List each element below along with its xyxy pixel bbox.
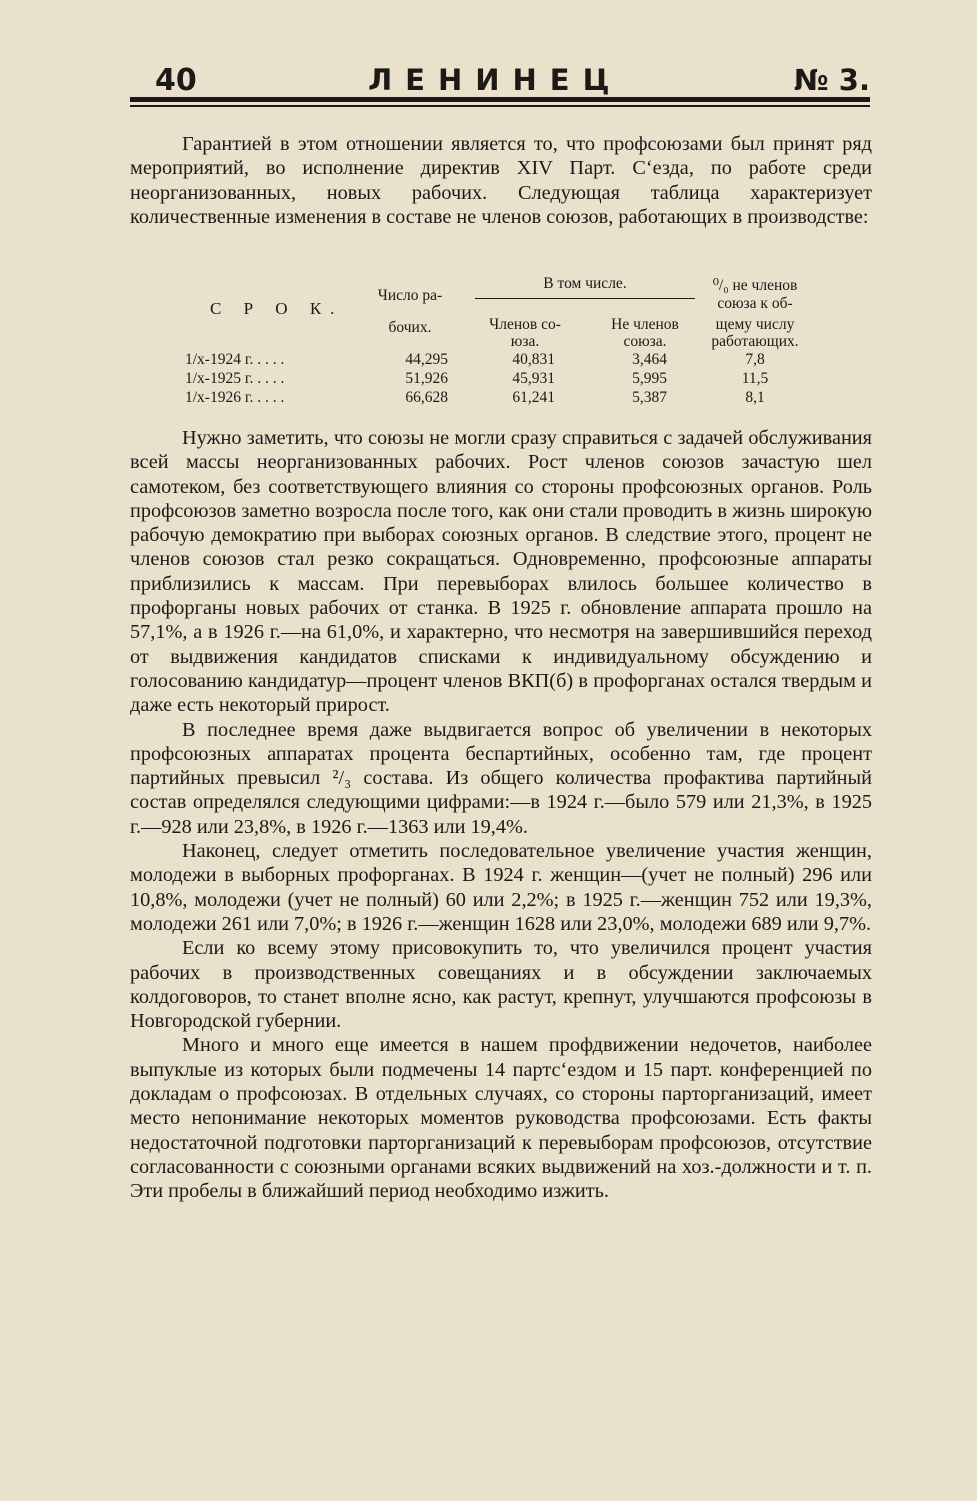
issue-number: № 3.	[793, 63, 870, 97]
table-cell-period: 1/х-1924 г. . . . .	[185, 351, 285, 368]
table-header-including: В том числе.	[543, 275, 627, 292]
table-header-nonmembers-2: союза.	[623, 333, 667, 350]
page-number: 40	[155, 62, 197, 98]
table-header-workers-2: бочих.	[388, 319, 432, 336]
body-paragraph: В последнее время даже выдвигается вопрос об увеличении в некоторых профсоюзных аппаратах процента беспартийных, особенно там, где процент партийных превысил ²/₃ состава. Из общего количества профактива партийный состав определялся следующими цифрами:—в 1924 г.—было 579 или 21,3%, в 1925 г.—928 или 23,8%, в 1926 г.—1363 или 19,4%.	[130, 718, 872, 838]
table-cell-percent: 11,5	[741, 370, 769, 387]
header-rule-thick	[130, 97, 870, 102]
table-cell-workers: 51,926	[405, 370, 448, 387]
table-cell-nonmembers: 3,464	[632, 351, 667, 368]
table-header-workers-1: Число ра-	[377, 287, 443, 304]
table-cell-nonmembers: 5,387	[632, 389, 667, 406]
intro-paragraph: Гарантией в этом отношении является то, что профсоюзами был принят ряд мероприятий, во исполнение директив XIV Парт. С‘езда, по работе среди неорганизованных, новых рабочих. Следующая таблица характеризует количественные изменения в составе не членов союзов, работающих в производстве:	[130, 133, 872, 228]
table-cell-period: 1/х-1926 г. . . . .	[185, 389, 285, 406]
journal-title: ЛЕНИНЕЦ	[368, 63, 623, 97]
article-body	[130, 426, 872, 1204]
table-cell-nonmembers: 5,995	[632, 370, 667, 387]
table-cell-members: 40,831	[512, 351, 555, 368]
table-header-percent-4: работающих.	[711, 333, 799, 350]
table-cell-percent: 8,1	[745, 389, 765, 406]
table-header-period: С Р О К.	[210, 299, 344, 318]
table-header-members-2: юза.	[510, 333, 540, 350]
table-cell-workers: 44,295	[405, 351, 448, 368]
body-paragraph: Если ко всему этому присовокупить то, что увеличился процент участия рабочих в производственных совещаниях и в обсуждении заключаемых колдоговоров, то станет вполне ясно, как растут, крепнут, улучшаются профсоюзы в Новгородской губернии.	[130, 937, 872, 1033]
table-brace-line	[475, 298, 695, 299]
page-header	[155, 58, 870, 102]
body-paragraph: Наконец, следует отметить последовательное увеличение участия женщин, молодежи в выборных профорганах. В 1924 г. женщин—(учет не полный) 296 или 10,8%, молодежи (учет не полный) 60 или 2,2%; в 1925 г.—женщин 752 или 19,3%, молодежи 261 или 7,0%; в 1926 г.—женщин 1628 или 23,0%, молодежи 689 или 9,7%.	[130, 840, 872, 935]
table-cell-period: 1/х-1925 г. . . . .	[185, 370, 285, 387]
table-header-percent-2: союза к об-	[717, 295, 793, 312]
table-header-percent-3: щему числу	[715, 316, 795, 333]
statistics-table	[185, 275, 825, 405]
body-paragraph: Много и много еще имеется в нашем профдвижении недочетов, наиболее выпуклые из которых были подмечены 14 партс‘ездом и 15 парт. конференцией по докладам о профсоюзах. В отдельных случаях, со стороны парторганизаций, имеет место непонимание некоторых моментов руководства профсоюзами. Есть факты недостаточной подготовки парторганизаций к перевыборам профсоюзов, отсутствие согласованности с союзными органами всяких выдвижений на хоз.-должности и т. п. Эти пробелы в ближайший период необходимо изжить.	[130, 1034, 872, 1203]
table-header-nonmembers-1: Не членов	[611, 316, 679, 333]
table-cell-workers: 66,628	[405, 389, 448, 406]
body-paragraph: Нужно заметить, что союзы не могли сразу справиться с задачей обслуживания всей массы неорганизованных рабочих. Рост членов союзов зачастую шел самотеком, без соответствующего влияния со стороны профсоюзных органов. Роль профсоюзов заметно возросла после того, как они стали проводить в жизнь широкую рабочую демократию при выборах союзных органов. В следствие этого, процент не членов союзов стал резко сокращаться. Одновременно, профсоюзные аппараты приблизились к массам. При перевыборах влилось большее количество в профорганы новых рабочих от станка. В 1925 г. обновление аппарата прошло на 57,1%, а в 1926 г.—на 61,0%, и характерно, что несмотря на завершившийся переход от выдвижения кандидатов списками к индивидуальному обсуждению и голосованию кандидатур—процент членов ВКП(б) в профорганах остался твердым и даже есть некоторый прирост.	[130, 427, 872, 717]
intro-text	[130, 132, 872, 229]
table-header-members-1: Членов со-	[489, 316, 561, 333]
table-cell-members: 61,241	[512, 389, 555, 406]
table-cell-members: 45,931	[512, 370, 555, 387]
table-header-percent-1: ⁰/₀ не членов	[712, 277, 798, 294]
header-rule-thin	[130, 105, 870, 107]
table-cell-percent: 7,8	[745, 351, 765, 368]
